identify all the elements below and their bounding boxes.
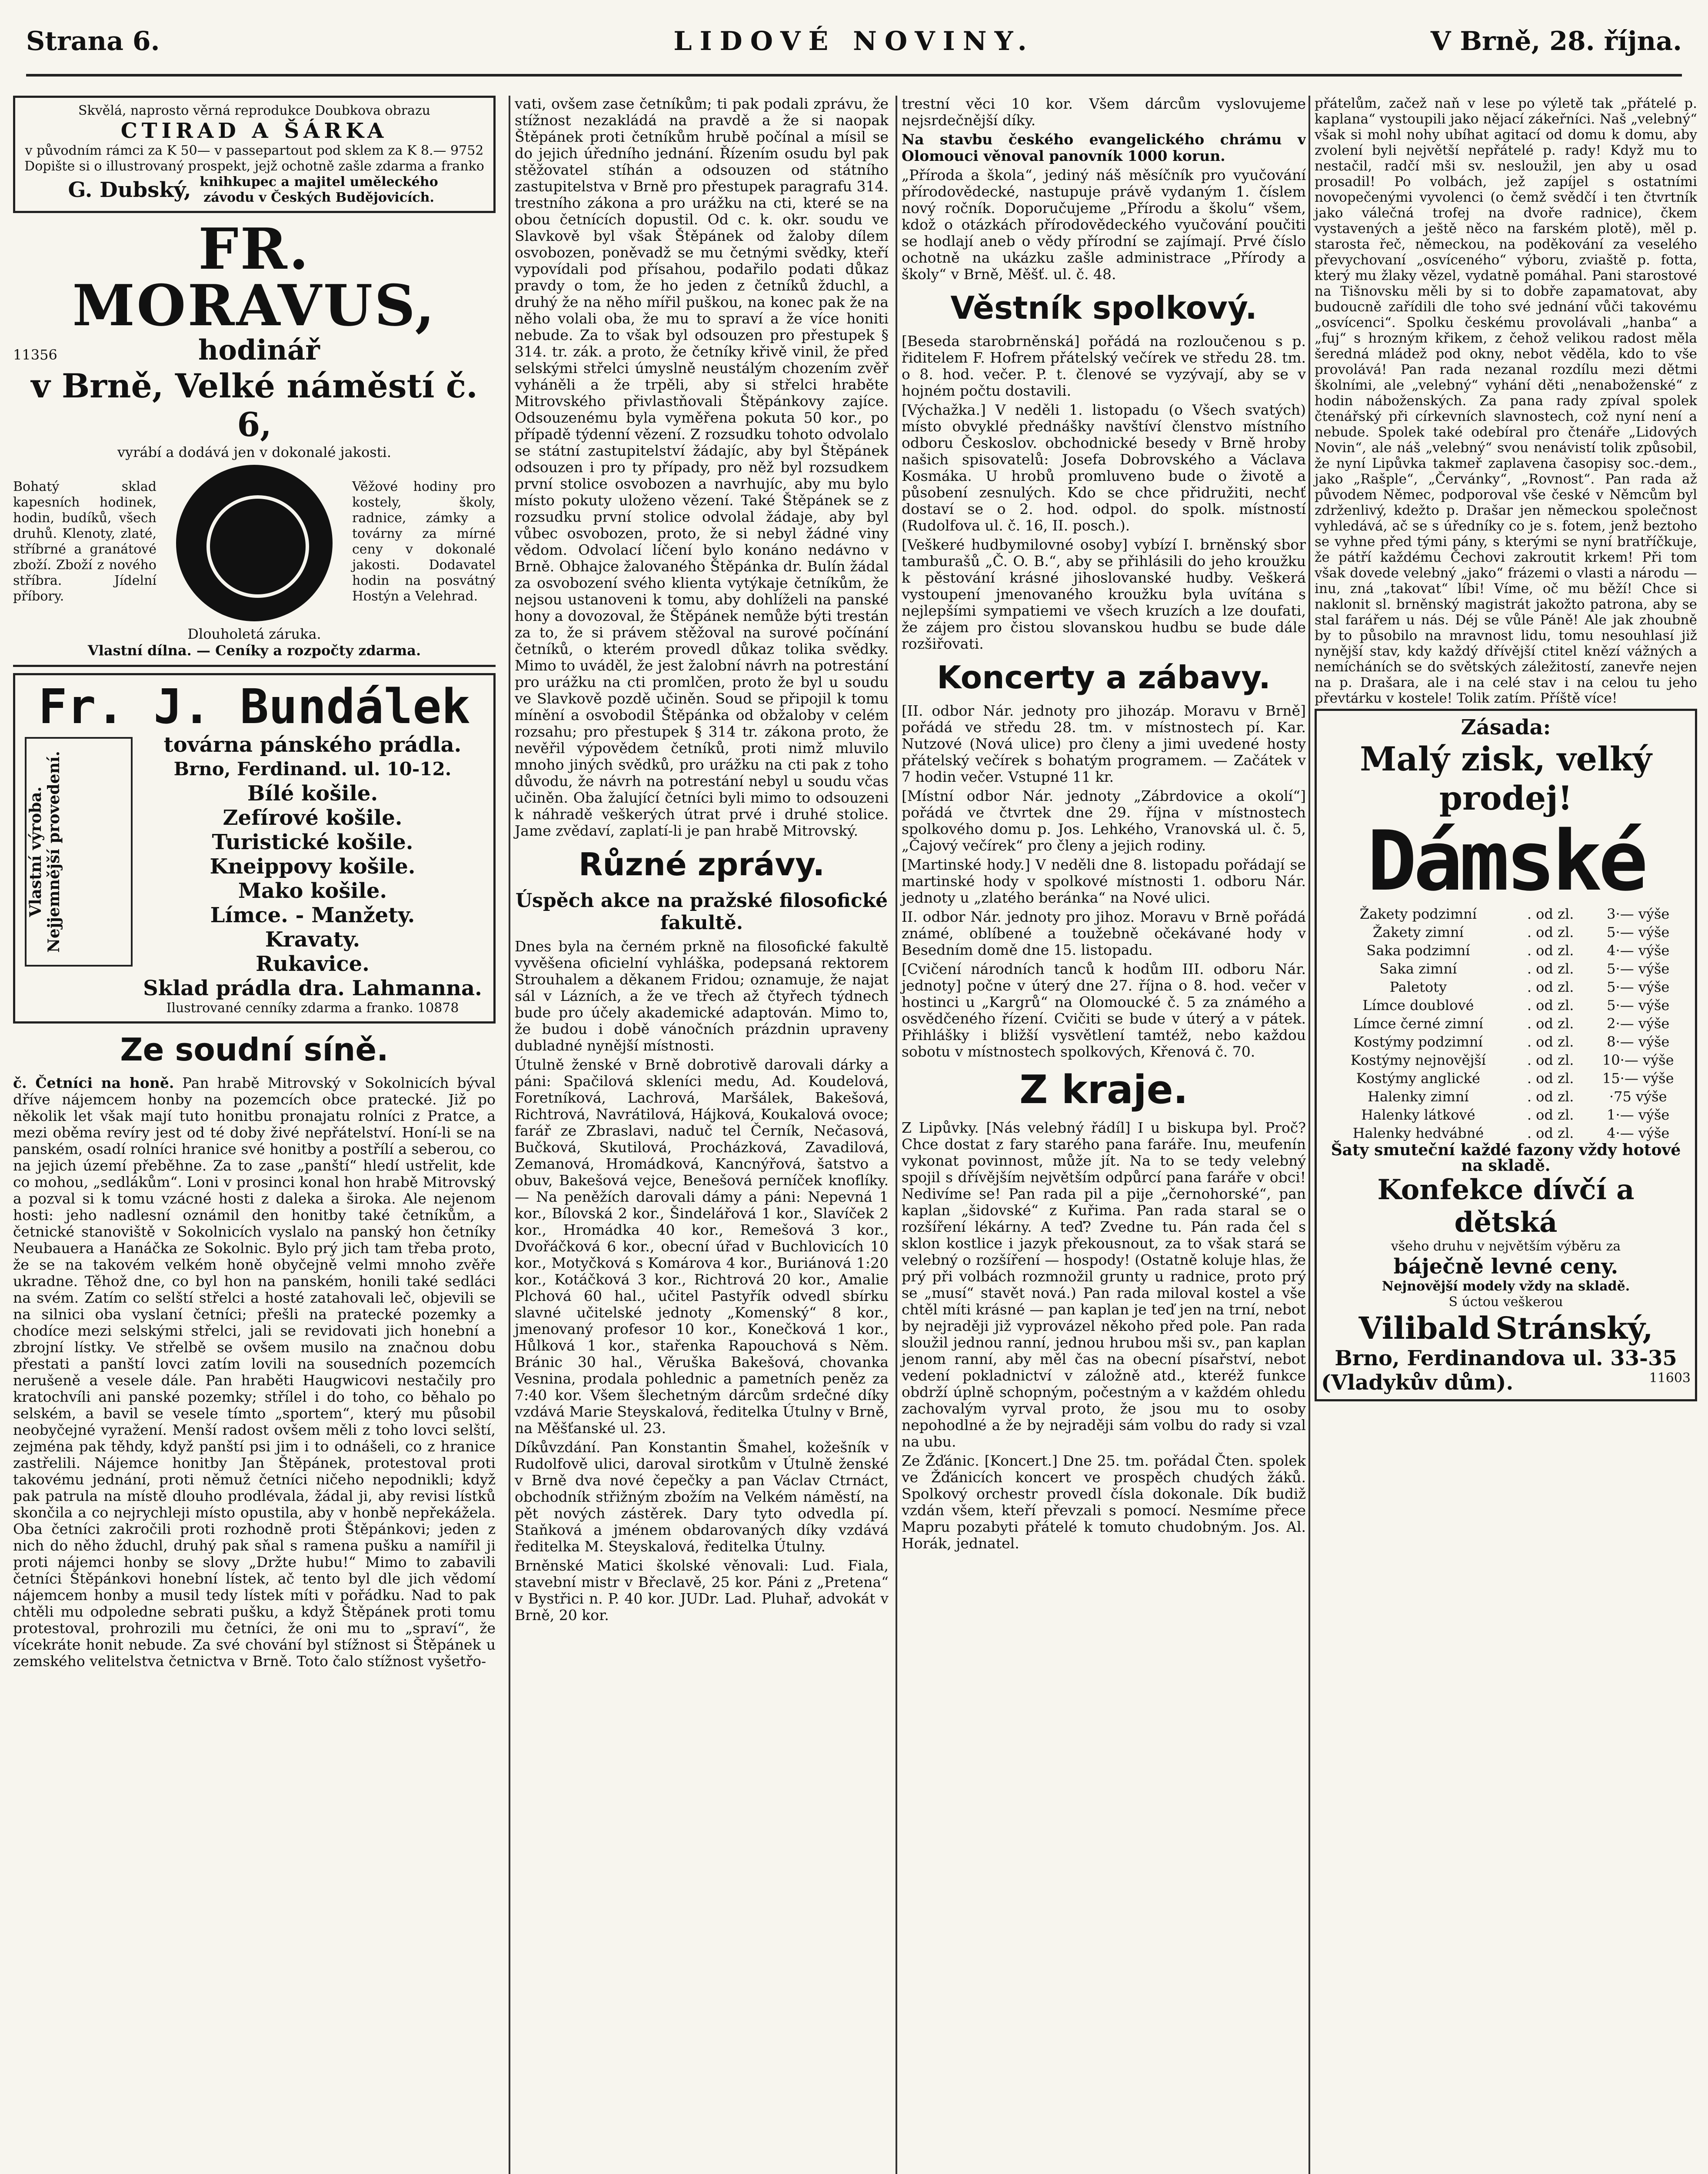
section-title-misc: Různé zprávy. (579, 846, 825, 883)
article-paragraph: Ze Žďánic. [Koncert.] Dne 25. tm. pořádal Čten. spolek ve Žďánicích koncert ve prospěch chudých žáků. Spolkový orchestr provedl čísla dokonale. Dík budiž vzdán všem, kteří převzali s pomocí. Nesmíme přece Mapru pozabyti přátelé k tomuto chudobným. Jos. Al. Horák, jednatel. (902, 1452, 1306, 1552)
article-paragraph: trestní věci 10 kor. Všem dárcům vyslovujeme nejsrdečnější díky. (902, 96, 1306, 129)
shirt-icon (25, 737, 133, 967)
article-paragraph: [Veškeré hudbymilovné osoby] vybízí I. brněnský sbor tamburašů „Č. O. B.“, aby se přihlásili do jeho kroužku k pěstování krásné jihoslovanské hudby. Veškerá vystoupení jmenovaného kroužku byla uvítána s nejlepšími sympatiemi ve všech kruzích a lze doufati, že zájem pro čistou slovanskou hudbu se bude dále rozšiřovati. (902, 536, 1306, 652)
ad-moravus-right-text: Věžové hodiny pro kostely, školy, radnice, zámky a továrny za mírné ceny v dokonalé jakosti. Dodavatel hodin na posvátný Hostýn a Velehrad. (352, 479, 496, 604)
ad-stransky-address: Brno, Ferdinandova ul. 33-35 (1335, 1346, 1677, 1370)
price-row: Kostýmy nejnovější . od zl. 10·— výše (1350, 1052, 1674, 1068)
ad-bundalek-item: Turistické košile. (212, 830, 413, 854)
ad-stransky-respect: S úctou veškerou (1448, 1294, 1563, 1310)
article-paragraph: [Beseda starobrněnská] pořádá na rozloučenou s p. řiditelem F. Hofrem přátelský večírek ve středu 28. tm. o 8. hod. večer. P. t. členové se vyzývají, aby se v hojném počtu dostavili. (902, 333, 1306, 399)
price-row: Žakety podzimní . od zl. 3·— výše (1359, 906, 1670, 922)
price-row: Halenky látkové . od zl. 1·— výše (1361, 1107, 1670, 1123)
ad-stransky-code: 11603 (1649, 1370, 1691, 1386)
price-row: Žakety zimní . od zl. 5·— výše (1372, 924, 1670, 940)
article-paragraph: přátelům, začež naň v lese po výletě tak „přátelé p. kaplana“ vystoupili jako nějací zákeřníci. Naš „velebný“ však si mohl nohy ubíhat agitací od domu k domu, aby zvolení byli největší nepřátelé p. rady! Když mu to nestačil, radčí mši sv. nesloužil, jen aby u osad prosadil! Po volbách, jež zapíjel s ostatními novopečenými vyvolenci (o čemž svědčí i ten čtvrtník jako válečná trofej na dvoře radnice), čkem vystavených a ještě něco na farském plotě), měl p. starosta řeč, německou, na poděkování za veselého převychovaní „osvíceného“ výboru, zviaště p. fotta, který mu žlaky vězel, vydatně pomáhal. Pani starostové na Tišnovsku měli by si to dobře zapamatovat, aby budoucně zařídili dle toho své jednání vůči takovému „osvícenci“. Spolku českému provolávali „hanba“ a „fuj“ s hrozným křikem, z čehož velikou radost měla šeredná mládež pod okny, nebot věděla, kdo to vše provolává! Pan rada nezanal rozdílu mezi dětmi školními, ale „velebný“ vyhání děti „nenaboženské“ z hodin náboženských. Za pana rady zpíval spolek čtenářský při církevních slavnostech, což nyní není a nebude. Spolek také odebíral pro čtenáře „Lidových Novin“, ale náš „velebný“ svou nenávistí tolik způsobil, že nyní Lipůvka takmeř zaplavena časopisy soc.-dem., jako „Rašple“, „Červánky“, „Rovnost“. Pan rada až původem Němec, podporoval vše české v Němcům byl zdrženlivý, kdežto p. Drašar jen německou společnost vyhledává, ač se s úředníky co je s. fotem, jenž beztoho se vyhne před tými pány, s kterými se nyní bratříčkuje, že pátří každému Čechovi zakroutit krkem! Při tom však dovede velebný „jako“ frázemi o vlasti a národu — inu, zná „takovat“ líbi! Víme, oč mu běží! Chce si naklonit sl. brněnský magistrát jakožto patrona, aby se stal farářem u nás. Déj se vůle Páně! Ale jak zhoubně by to působilo na mravnost lidu, tomu nesouhlasí již nynější stav, kdy každý dřívější ctitel knězí vážných a nemícháních se do světských záležitostí, zanevře nejen na p. Drašara, ale i na celé stav i na celou tu jeho převtárku v kostele! Tolik zatím. Příště více! (1315, 96, 1697, 706)
article-paragraph: [Výchažka.] V neděli 1. listopadu (o Všech svatých) místo obvyklé přednášky navštíví členstvo místního odboru Českoslov. obchodnické besedy v Brně hroby našich spisovatelů: Josefa Dobrovského a Václava Kosmáka. U hrobů promluveno bude o životě a působení zesnulých. Kdo se chce přidružiti, nechť dostaví se o 2. hod. odpol. do spolk. místností (Rudolfova ul. č. 16, II. posch.). (902, 401, 1306, 534)
column-1 (13, 96, 496, 2174)
ad-stransky-title: Dámské (1367, 813, 1645, 909)
ad-stransky-owner-first: Vilibald (1358, 1310, 1491, 1346)
ad-moravus-footer: Vlastní dílna. — Ceníky a rozpočty zdarma. (87, 642, 421, 659)
ad-stransky-house: (Vladykův dům). (1321, 1370, 1514, 1395)
price-row: Límce černé zimní . od zl. 2·— výše (1353, 1015, 1670, 1032)
ad-ctirad-name: G. Dubský, (68, 178, 191, 202)
price-row: Saka zimní . od zl. 5·— výše (1379, 960, 1670, 977)
ad-moravus-guarantee: Dlouholetá záruka. (187, 626, 321, 642)
price-row: Kostýmy anglické . od zl. 15·— výše (1356, 1070, 1674, 1087)
ad-stransky (1315, 709, 1697, 1401)
ad-ctirad-line3: Dopište si o illustrovaný prospekt, jejž ochotně zašle zdarma a franko (24, 159, 484, 174)
newspaper-title: LIDOVÉ NOVINY. (673, 26, 1035, 57)
ad-stransky-confection-sub: všeho druhu v největším výběru za (1391, 1239, 1621, 1254)
price-row: Halenky hedvábné . od zl. 4·— výše (1352, 1125, 1670, 1141)
article-paragraph: Dnes byla na černém prkně na filosofické fakultě vyvěšena oficielní vyhláška, podepsaná rektorem Strouhalem a děkanem Fridou; oznamuje, že najat sál v Lázních, a že ve třech až čtyřech týdnech bude pro účely akademické adaptován. Mimo to, že budou i době vánočních prázdnin upraveny dubladné nynější místnosti. (515, 938, 889, 1054)
page-number: Strana 6. (26, 26, 160, 57)
ad-moravus (13, 216, 496, 659)
issue-date: V Brně, 28. října. (1430, 26, 1682, 57)
ad-bundalek-address: Brno, Ferdinand. ul. 10-12. (173, 758, 452, 780)
section-title-concerts: Koncerty a zábavy. (937, 659, 1271, 696)
section-title-court: Ze soudní síně. (120, 1031, 389, 1068)
article-paragraph: č. Četníci na honě. Pan hrabě Mitrovský v Sokolnicích býval dříve nájemcem honby na pozemcích obce pratecké. Již po několik let však mají tuto honitbu pronajatu rolníci z Pratce, a mezi oběma revíry jest od té doby živé nepřátelství. Honí-li se na panském, osadí rolníci hranice své honitby a postřílí a seberou, co na jejich území přeběhne. Za to zase „panští“ hledí ustřelit, kde co mohou, „sedlákům“. Loni v prosinci konal hon hrabě Mitrovský a pozval si k tomu vzácné hosti z daleka a široka. Ale nejenom hosti: jeho nadlesní oznámil den honitby také četníkům, a četnické stanoviště v Sokolnicích vyslalo na panský hon četníky Neubauera a Hanáčka ze Sokolnic. Bylo prý jich tam třeba proto, že se na takovém velkém honě obyčejně velmi mnoho zvěře ukradne. Těhož dne, co byl hon na panském, honili také sedláci na svém. Zatím co selští střelci a hosté zatahovali leč, objevili se na silnici oba vyslaní četníci; přešli na pratecké pozemky a chodíce mezi selskými střelci, jali se revidovati jich honební a zbrojní lístky. Ve střelbě se ovšem musilo na značnou dobu přestati a panští lovci zatím lovili na sousedních pozemcích nerušeně a vesele dále. Pan hraběti Haugwicovi nestačily pro kratochvíli ani panské pozemky; střílel i do toho, co běhalo po selském, a bavil se vesele tímto „sportem“, který mu působil neobyčejné vyražení. Menší radost ovšem měli z toho lovci selští, zejména pak těhdy, když panští psi jim i to odnášeli, co z hranice zastřelili. Nájemce honitby Jan Štěpánek, protestoval proti takovému jednání, proti němuž četníci ničeho nepodnikli; když pak patrula na místě dlouho prodlévala, žádal ji, aby revisi lístků skončila a co nejrychleji místo opustila, aby v honbě nepřekážela. Oba četníci zakročili proti rozhodně proti Štěpánkovi; jeden z nich do něho žduchl, druhý pak sňal s ramena pušku a namířil ji proti nájemci honby se slovy „Držte hubu!“ Mimo to zabavili četníci Štěpánkovi honební lístek, ač tento byl dle jich vědomí nájemcem honby a musil tedy lístek míti v pořádku. Nad to pak chtěli mu odpoledne sebrati pušku, a když Štěpánek proti tomu protestoval, prohrozili mu četníci, že oni mu to „spraví“, že vícekráte honit nebude. Za své chování byl stížnost si Štěpánek u zemského velitelstva četnictva v Brně. Toto čalo stížnost vyšetřo- (13, 1074, 496, 1670)
ad-moravus-code: 11356 (13, 347, 57, 363)
ad-ctirad-sarka (13, 96, 496, 213)
section-title-societies: Věstník spolkový. (950, 290, 1257, 326)
ad-bundalek-vertical: Vlastní výroba. Nejjemnější provedení. (27, 751, 63, 953)
ad-moravus-title: FR. MORAVUS, (72, 216, 436, 339)
ad-bundalek-item: Rukavice. (256, 952, 370, 976)
ad-bundalek-item: Zefírové košile. (223, 806, 403, 830)
ad-moravus-trade: hodinář (198, 334, 320, 367)
ad-bundalek-footer: Ilustrované cenníky zdarma a franko. 10878 (166, 1000, 459, 1016)
article-paragraph: vati, ovšem zase četníkům; ti pak podali zprávu, že stížnost nezakládá na pravdě a že si naopak Štěpánek proti četníkům hrubě počínal a mísil se do jejich úředního jednání. Řízením osudu byl pak stěžovatel stíhán a odsouzen od státního zastupitelstva v Brně pro přestupek paragrafu 314. trestního zákona a pro urážku na cti, které se na obou četnících dopustil. Od c. k. okr. soudu ve Slavkově byl však Štěpánek od žaloby dílem osvobozen, poněvadž se mu četnými svědky, kteří vypovídali pod přísahou, podařilo podati důkaz pravdy o tom, že ho jeden z četníků žduchl, a druhý že na něho mířil puškou, na konec pak že na něho volali oba, že mu to spraví a že více honiti nebude. Za to však byl odsouzen pro přestupek § 314. tr. zák. a proto, že četníky křivě vinil, že před selskými střelci úmyslně neustálým chozením zvěř vyháněli a že trpěli, aby si střelci hraběte Mitrovského přivlastňovali Štěpánkovy zajíce. Odsouzenému byla vyměřena pokuta 50 kor., po případě týdenní vězení. Z rozsudku tohoto odvolalo se státní zastupitelství žádajíc, aby byl Štěpánek odsouzen i pro ty případy, pro něž byl rozsudkem první stolice osvobozen a navrhujíc, aby mu bylo místo pokuty uloženo vězení. Také Štěpánek se z rozsudku první stolice odvolal žádaje, aby byl vůbec osvobozen, proto, že si nebyl žádné viny vědom. Odvolací líčení bylo konáno nedávno v Brně. Obhajce žalovaného Štěpánka dr. Bulín žádal za osvobození svého klienta vytýkaje četníkům, že nejsou ustanoveni k tomu, aby dohlíželi na panské hony a dovozoval, že Štěpánek nemůže býti trestán za to, že si právem stěžoval na surové počínání četníků, o kterém provedl důkaz tolika svědky. Mimo to uváděl, že jest žalobní návrh na potrestání pro urážku na cti promlčen, proto že byl u soudu ve Slavkově pozdě učiněn. Soud se připojil k tomu mínění a osvobodil Štěpánka od obžaloby v celém rozsahu; pro přestupek § 314 tr. zákona proto, že nevěřil výpovědem četníků, proti nimž mluvilo mnoho jiných svědků, pro urážku na cti pak z toho důvodu, že návrh na potrestání nebyl u soudu včas učiněn. Oba žalující četníci byli mimo to odsouzeni k náhradě veškerých útrat prvé i druhé stolice. Jame zvědaví, zaplatí-li je pan hrabě Mitrovský. (515, 96, 889, 839)
price-row: Kostýmy podzimní . od zl. 8·— výše (1353, 1034, 1670, 1050)
ad-bundalek-item: Kneippovy košile. (210, 854, 416, 879)
ad-stransky-confection: Konfekce dívčí a dětská (1377, 1174, 1635, 1239)
price-row: Paletoty . od zl. 5·— výše (1389, 979, 1670, 995)
ad-moravus-left-text: Bohatý sklad kapesních hodinek, hodin, budíků, všech druhů. Klenoty, zlaté, stříbrné a granátové zboží. Zboží z nového stříbra. Jídelní příbory. (13, 479, 156, 604)
ad-bundalek-item: Kravaty. (265, 927, 360, 952)
article-paragraph: Z Lipůvky. [Nás velebný řádíl] I u biskupa byl. Proč? Chce dostat z fary starého pana faráře. Inu, meufenín vykonat povinnost, může jít. Na to se tedy velebný spojil s dřívějším největším odpůrcí pana faráře v obci! Nedivíme se! Pan rada pil a pije „černohorské“, pan kaplan „šidovské“ z Kuřima. Pan rada staral se o rozšíření lékárny. A teď? Zvedne tu. Pán rada čel s sklon kostlice i jazyk překousnout, za to však stará se velebný o rozšíření — hospody! (Ostatně koluje hlas, že prý při volbách rozmnožil grunty u radnice, proto prý se „musí“ stavět nová.) Pan rada miloval kostel a vše chtěl míti krásné — pan kaplan je teď jen na trní, nebot by nejraději již vyprovázel někoho před pole. Pan rada sloužil jednou ranní, jednou hrubou mši sv., pan kaplan jenom ranní, aby měl čas na obecní písařství, nebot vedení pokladnictví v záložně atd., kteréž funkce obdrží úplně schopným, počestným a v každém ohledu zachovalým vyrval proto, že jsou mu to osoby nepohodlné a že by nejraději sám volbu do rady si vzal na ubu. (902, 1119, 1306, 1450)
ad-ctirad-name-desc: knihkupec a majitel uměleckého závodu v Českých Budějovicích. (200, 174, 438, 205)
ad-ctirad-line1: Skvělá, naprosto věrná reprodukce Doubkova obrazu (78, 103, 430, 118)
article-paragraph: Na stavbu českého evangelického chrámu v Olomouci věnoval panovník 1000 korun. (902, 131, 1306, 164)
article-subtitle: Úspěch akce na pražské filosofické fakultě. (515, 890, 888, 934)
ad-stransky-mourning: Šaty smuteční každé fazony vždy hotové na skladě. (1331, 1141, 1681, 1175)
ad-bundalek-title: Fr. J. Bundálek (38, 679, 470, 734)
column-4 (1308, 96, 1697, 2174)
column-2 (509, 96, 889, 2174)
article-paragraph: [Místní odbor Nár. jednoty „Zábrdovice a okolí“] pořádá ve čtvrtek dne 29. října v místnostech spolkového domu p. Jos. Lehkého, Vranovská ul. č. 5, „Čajový večírek“ pro členy a jejich rodiny. (902, 787, 1306, 854)
ad-ctirad-title: CTIRAD A ŠÁRKA (120, 119, 388, 143)
article-paragraph: [Martinské hody.] V neděli dne 8. listopadu pořádají se martinské hody v spolkové místnosti 1. odboru Nár. jednoty u „zlatého beránka“ na Nové ulici. (902, 856, 1306, 906)
ad-stransky-prices-label: báječně levné ceny. (1393, 1254, 1618, 1279)
ad-bundalek-sub: továrna pánského prádla. (163, 733, 462, 757)
ad-stransky-models: Nejnovější modely vždy na skladě. (1382, 1279, 1630, 1294)
price-row: Saka podzimní . od zl. 4·— výše (1366, 942, 1670, 959)
article-paragraph: „Příroda a škola“, jediný náš měsíčník pro vyučování přírodovědecké, nastupuje právě vydaným 1. číslem nový ročník. Doporučujeme „Přírodu a školu“ všem, kdož o otázkách přírodovědeckého vyučování poučiti se hodlají aneb o vědy přírodní se zajímají. Prvé číslo ochotně na ukázku zašle administrace „Přírody a školy“ v Brně, Měšť. ul. č. 48. (902, 167, 1306, 283)
article-lead: č. Četníci na honě. (13, 1074, 174, 1091)
ad-bundalek (13, 673, 496, 1024)
ad-ctirad-line2: v původním rámci za K 50— v passepartout pod sklem za K 8.— 9752 (25, 143, 484, 158)
article-paragraph: [II. odbor Nár. jednoty pro jihozáp. Moravu v Brně] pořádá ve středu 28. tm. v místnostech pí. Kar. Nutzové (Nová ulice) pro členy a jimi uvedené hosty přátelský večírek s bohatým programem. — Začátek v 7 hodin večer. Vstupné 11 kr. (902, 702, 1306, 785)
article-paragraph: Díkůvzdání. Pan Konstantin Šmahel, kožešník v Rudolfově ulici, daroval sirotkům v Útulně ženské v Brně dva nové čepečky a pan Václav Ctrnáct, obchodník střižným zbožím na Velkém náměstí, na pět nových zástěrek. Dary tyto odvedla pí. Staňková a jménem obdarovaných díky vzdává ředitelka M. Steyskalová, ředitelka Útulny. (515, 1439, 889, 1555)
page-header (26, 9, 1682, 77)
ad-moravus-desc: vyrábí a dodává jen v dokonalé jakosti. (117, 444, 391, 460)
article-paragraph: II. odbor Nár. jednoty pro jihoz. Moravu v Brně pořádá známé, oblíbené a toužebně očekávané hody v Besedním domě dne 15. listopadu. (902, 908, 1306, 958)
column-3 (896, 96, 1306, 2174)
article-paragraph: Brněnské Matici školské věnovali: Lud. Fiala, stavební mistr v Břeclavě, 25 kor. Páni z „Pretena“ v Bystřici n. P. 40 kor. JUDr. Lad. Pluhař, advokát v Brně, 20 kor. (515, 1557, 889, 1624)
ad-bundalek-item: Bílé košile. (247, 781, 378, 806)
ad-bundalek-item: Límce. - Manžety. (210, 903, 415, 927)
price-row: Límce doublové . od zl. 5·— výše (1362, 997, 1670, 1014)
ad-stransky-motto: Malý zisk, velký prodej! (1360, 740, 1652, 817)
clock-icon (176, 465, 333, 621)
price-table (1321, 905, 1691, 1142)
section-title-region: Z kraje. (1019, 1067, 1188, 1113)
article-paragraph: [Cvičení národních tanců k hodům III. odboru Nár. jednoty] počne v úterý dne 27. října o 8. hod. večer v hostinci u „Kargrů“ na Olomoucké č. 5 za známého a osvědčeného řízení. Cvičiti se bude v úterý a v pátek. Přihlášky i bližší vysvětlení tamtéž, nebo každou sobotu v místnostech spolkových, Křenová č. 70. (902, 960, 1306, 1060)
article-paragraph: Útulně ženské v Brně dobrotivě darovali dárky a páni: Spačilová skleníci medu, Ad. Koudelová, Foretníková, Lachrová, Maršálek, Bakešová, Richtrová, Navrátilová, Hájková, Koukalová ovoce; farář ze Zbraslavi, naduč tel Černík, Nečasová, Bučková, Skutilová, Procházková, Zavadilová, Zemanová, Hromádková, Kancnýřová, šatstvo a obuv, Bakešová vejce, Benešová perníček knoflíky. — Na peněžích darovali dámy a páni: Nepevná 1 kor., Bílovská 2 kor., Šindelářová 1 kor., Slavíček 2 kor., Hromádka 40 kor., Remešová 3 kor., Dvořáčková 6 kor., obecní úřad v Buchlovicích 10 kor., Motyčková s Komárova 4 kor., Buriánová 1:20 kor., Kotáčková 3 kor., Richtrová 20 kor., Amalie Plchová 60 hal., učitel Pastyřík odvedl sbírku slavné učitelské jednoty „Komenský“ 8 kor., jmenovaný profesor 10 kor., Konečková 1 kor., Hůlková 1 kor., stařenka Rapouchová s Něm. Bránic 30 hal., Věruška Bakešová, chovanka Vesnina, prodala pohlednic a pametních peněz za 7:40 kor. Všem šlechetným dárcům srdečné díky vzdává Marie Steyskalová, ředitelka Útulny v Brně, na Měšťanské ul. 23. (515, 1056, 889, 1437)
price-row: Halenky zimní . od zl. ·75 výše (1368, 1088, 1667, 1105)
ad-moravus-address: v Brně, Velké náměstí č. 6, (31, 367, 478, 444)
ad-bundalek-item: Mako košile. (238, 879, 387, 903)
ad-stransky-motto-label: Zásada: (1461, 715, 1551, 740)
ad-bundalek-item: Sklad prádla dra. Lahmanna. (143, 976, 482, 1000)
ad-stransky-owner-last: Stránský, (1495, 1310, 1653, 1346)
